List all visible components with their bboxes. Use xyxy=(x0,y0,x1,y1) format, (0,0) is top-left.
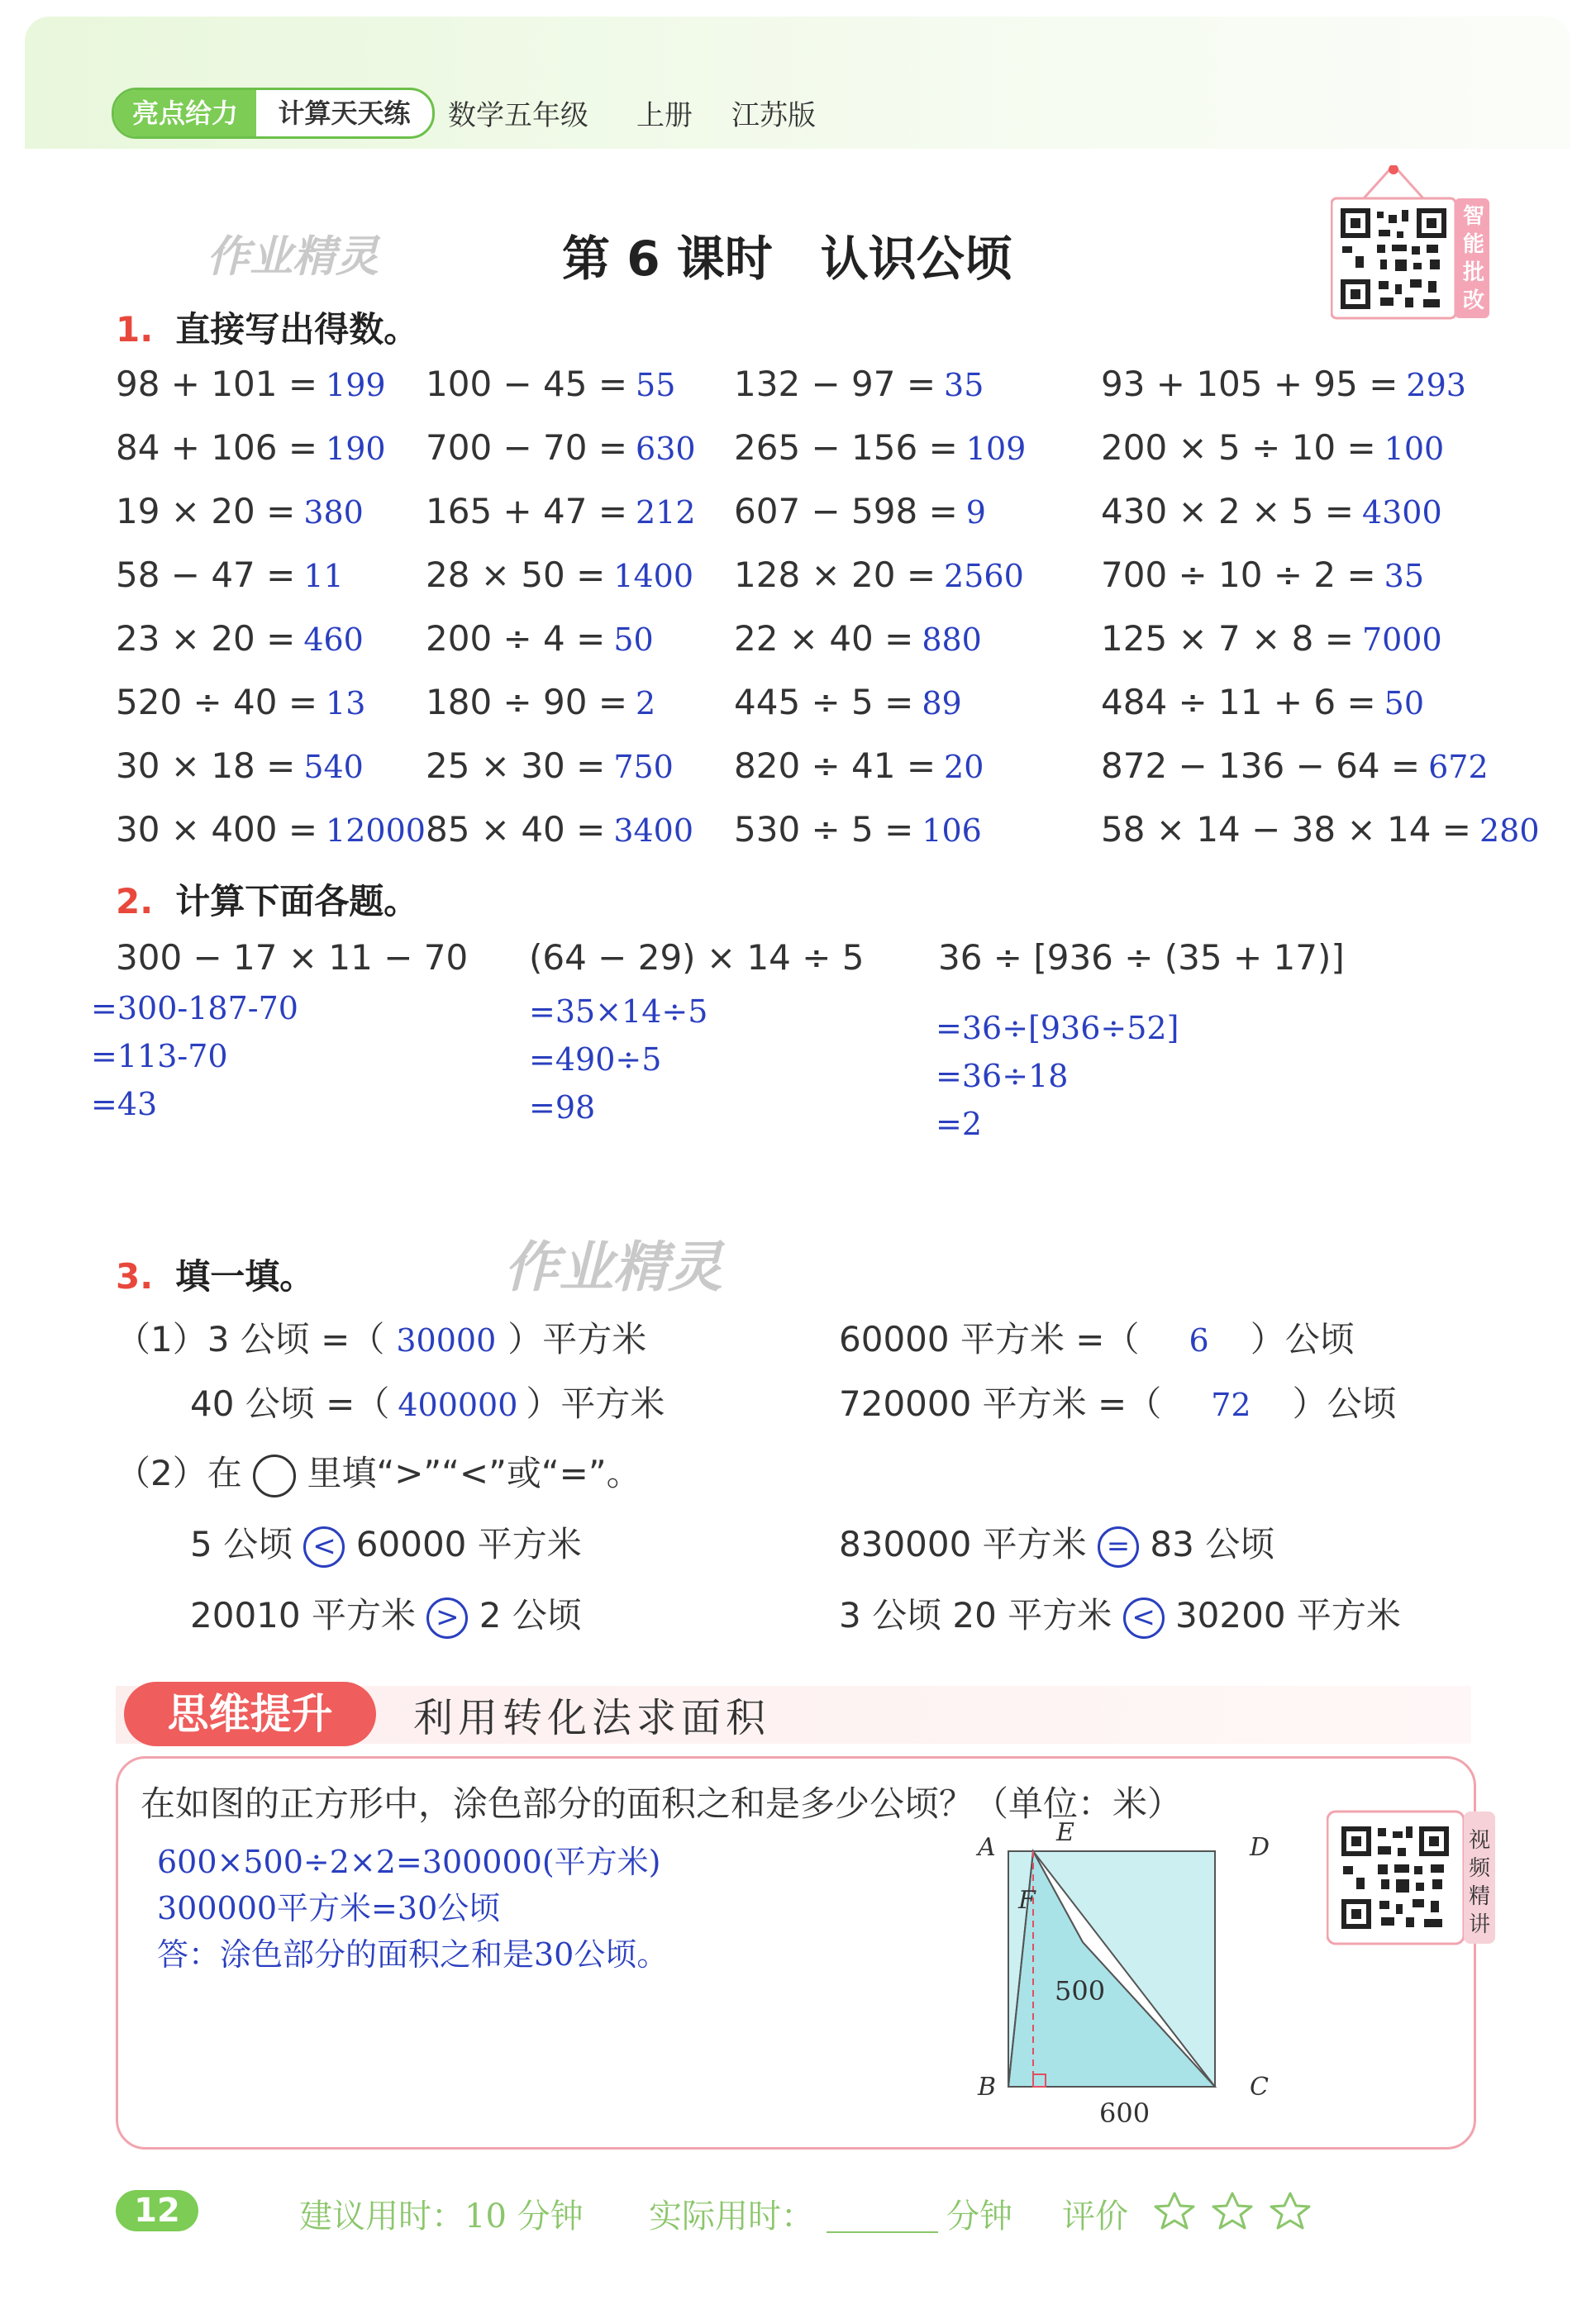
oral-calc-item xyxy=(426,618,654,659)
compare-right: 2 公顷 xyxy=(479,1595,582,1636)
calc-answer: 4300 xyxy=(1361,494,1442,531)
oral-calc-item xyxy=(734,809,982,850)
oral-calc-item xyxy=(116,745,364,786)
oral-calc-item xyxy=(1101,364,1466,404)
calc-expression: 165 + 47 = xyxy=(426,491,628,531)
problem-2-step: =98 xyxy=(529,1089,596,1126)
fill-text: ）平方米 xyxy=(526,1383,665,1424)
header-edition: 江苏版 xyxy=(731,99,816,132)
fill-text: 720000 平方米 =（ xyxy=(839,1383,1162,1424)
compare-left: 20010 平方米 xyxy=(190,1595,416,1636)
page-number: 12 xyxy=(116,2190,198,2231)
calc-answer: 280 xyxy=(1479,812,1540,849)
calc-expression: 30 × 400 = xyxy=(116,809,318,850)
calc-answer: 190 xyxy=(326,431,386,467)
point-label-b: B xyxy=(978,2073,997,2102)
brand-series: 亮点给力 xyxy=(114,90,256,136)
oral-calc-item xyxy=(734,555,1024,595)
calc-answer: 55 xyxy=(636,367,676,403)
oral-calc-item xyxy=(734,427,1026,468)
section2-heading xyxy=(116,874,418,924)
calc-answer: 880 xyxy=(922,621,982,658)
calc-answer: 89 xyxy=(922,685,962,721)
calc-answer: 460 xyxy=(303,621,364,658)
oral-calc-item xyxy=(1101,555,1424,595)
calc-expression: 30 × 18 = xyxy=(116,745,296,786)
think-answer-line: 600×500÷2×2=300000(平方米) xyxy=(157,1844,661,1880)
oral-calc-item xyxy=(426,745,674,786)
problem-2-step: =490÷5 xyxy=(529,1041,662,1078)
compare-left: 830000 平方米 xyxy=(839,1524,1087,1564)
compare-symbol: > xyxy=(426,1597,468,1639)
oral-calc-item xyxy=(426,364,675,404)
oral-calc-item xyxy=(116,364,386,404)
base-label: 600 xyxy=(1099,2097,1151,2129)
calc-expression: 19 × 20 = xyxy=(116,491,296,531)
calc-expression: 607 − 598 = xyxy=(734,491,958,531)
fill-answer: 400000 xyxy=(398,1387,518,1423)
watermark-logo: 作业精灵 xyxy=(504,1236,722,1299)
qr-grading-label: 智能批改 xyxy=(1462,204,1484,313)
rating-label: 评价 xyxy=(1062,2197,1128,2235)
calc-answer: 35 xyxy=(944,367,984,403)
oral-calc-item xyxy=(426,682,655,722)
suggested-time: 建议用时：10 分钟 xyxy=(299,2197,584,2235)
section2-number: 2. xyxy=(116,881,154,921)
calc-expression: 700 ÷ 10 ÷ 2 = xyxy=(1101,555,1376,595)
calc-answer: 11 xyxy=(303,558,344,594)
point-label-d: D xyxy=(1250,1833,1270,1862)
instruction-text: 里填“>”“<”或“=”。 xyxy=(307,1453,641,1493)
height-label: 500 xyxy=(1055,1975,1106,2007)
compare-right: 60000 平方米 xyxy=(355,1524,582,1564)
calc-expression: 100 − 45 = xyxy=(426,364,628,404)
calc-expression: 820 ÷ 41 = xyxy=(734,745,936,786)
section3-title: 填一填。 xyxy=(175,1256,315,1297)
calc-expression: 484 ÷ 11 + 6 = xyxy=(1101,682,1376,722)
oral-calc-item xyxy=(116,555,344,595)
calc-answer: 50 xyxy=(1384,685,1425,721)
calc-answer: 380 xyxy=(303,494,364,531)
calc-expression: 265 − 156 = xyxy=(734,427,958,468)
calc-expression: 430 × 2 × 5 = xyxy=(1101,491,1354,531)
header-subject: 数学五年级 xyxy=(448,99,588,132)
oral-calc-item xyxy=(1101,618,1442,659)
header-volume: 上册 xyxy=(636,99,693,132)
lesson-title: 第 6 课时 认识公顷 xyxy=(562,231,1012,287)
section1-title: 直接写出得数。 xyxy=(175,309,419,350)
calc-expression: 28 × 50 = xyxy=(426,555,606,595)
fill-item-4 xyxy=(839,1377,1397,1426)
compare-item xyxy=(190,1588,582,1639)
calc-expression: 200 ÷ 4 = xyxy=(426,618,606,659)
oral-calc-item xyxy=(426,427,696,468)
actual-time-label: 实际用时： xyxy=(649,2197,814,2235)
compare-item xyxy=(839,1517,1274,1568)
compare-right: 83 公顷 xyxy=(1150,1524,1275,1564)
calc-expression: 180 ÷ 90 = xyxy=(426,682,628,722)
star-icon xyxy=(1271,2193,1309,2228)
calc-expression: 700 − 70 = xyxy=(426,427,628,468)
fill-text: 60000 平方米 =（ xyxy=(839,1319,1140,1359)
section3-number: 3. xyxy=(116,1256,154,1297)
calc-expression: 23 × 20 = xyxy=(116,618,296,659)
problem-3-step: =2 xyxy=(936,1106,983,1142)
point-label-e: E xyxy=(1056,1818,1074,1847)
problem-3-step: =36÷18 xyxy=(936,1058,1069,1094)
think-question: 在如图的正方形中，涂色部分的面积之和是多少公顷？（单位：米） xyxy=(141,1783,1183,1824)
calc-answer: 2560 xyxy=(944,558,1024,594)
oral-calc-item xyxy=(734,745,984,786)
section1-number: 1. xyxy=(116,309,154,350)
rating-stars[interactable] xyxy=(1153,2190,1318,2235)
calc-answer: 20 xyxy=(944,749,984,785)
oral-calc-item xyxy=(116,682,365,722)
calc-expression: 58 × 14 − 38 × 14 = xyxy=(1101,809,1471,850)
fill-item-3 xyxy=(839,1312,1355,1362)
think-answer-line: 答：涂色部分的面积之和是30公顷。 xyxy=(157,1936,669,1973)
calc-answer: 3400 xyxy=(613,812,694,849)
star-icon xyxy=(1155,2193,1193,2228)
oral-calc-item xyxy=(426,809,693,850)
calc-expression: 132 − 97 = xyxy=(734,364,936,404)
calc-answer: 106 xyxy=(922,812,982,849)
calc-expression: 93 + 105 + 95 = xyxy=(1101,364,1398,404)
calc-answer: 100 xyxy=(1384,431,1445,467)
calc-answer: 35 xyxy=(1384,558,1425,594)
oral-calc-item xyxy=(116,491,364,531)
fill-answer: 6 xyxy=(1189,1322,1209,1359)
brand-title: 计算天天练 xyxy=(278,98,411,129)
problem-1-step: =113-70 xyxy=(91,1038,228,1074)
fill-item-2 xyxy=(190,1377,665,1426)
section3-heading xyxy=(116,1250,314,1299)
compare-symbol: < xyxy=(1123,1597,1165,1639)
think-subtitle: 利用转化法求面积 xyxy=(413,1695,771,1741)
think-answer-line: 300000平方米=30公顷 xyxy=(157,1890,501,1926)
oral-calc-item xyxy=(1101,745,1489,786)
oral-calc-item xyxy=(734,618,982,659)
empty-circle-icon xyxy=(253,1455,296,1497)
calc-expression: 22 × 40 = xyxy=(734,618,914,659)
calc-expression: 200 × 5 ÷ 10 = xyxy=(1101,427,1376,468)
calc-answer: 212 xyxy=(636,494,696,531)
oral-calc-item xyxy=(1101,427,1444,468)
part-1-label: （1） xyxy=(116,1319,207,1359)
fill-text: 40 公顷 =（ xyxy=(190,1383,390,1424)
fill-answer: 30000 xyxy=(396,1322,497,1359)
calc-expression: 520 ÷ 40 = xyxy=(116,682,318,722)
instruction-text: （2）在 xyxy=(116,1453,242,1493)
compare-left: 3 公顷 20 平方米 xyxy=(839,1595,1112,1636)
minute-unit: 分钟 xyxy=(946,2197,1012,2235)
calc-answer: 109 xyxy=(965,431,1027,467)
problem-1-step: =300-187-70 xyxy=(91,990,298,1026)
oral-calc-item xyxy=(116,618,364,659)
calc-answer: 672 xyxy=(1428,749,1489,785)
compare-symbol: = xyxy=(1098,1526,1139,1568)
calc-answer: 13 xyxy=(326,685,366,721)
calc-expression: 85 × 40 = xyxy=(426,809,606,850)
oral-calc-item xyxy=(116,427,386,468)
oral-calc-item xyxy=(426,491,696,531)
calc-answer: 750 xyxy=(613,749,674,785)
oral-calc-item xyxy=(116,809,426,850)
calc-answer: 540 xyxy=(303,749,364,785)
brand-pill xyxy=(112,88,435,139)
section1-heading xyxy=(116,302,418,352)
oral-calc-item xyxy=(1101,491,1442,531)
compare-symbol: < xyxy=(303,1526,345,1568)
oral-calc-item xyxy=(734,491,986,531)
calc-answer: 293 xyxy=(1406,367,1466,403)
qr-video-label: 视频精讲 xyxy=(1468,1828,1490,1937)
fill-text: 3 公顷 =（ xyxy=(207,1319,385,1359)
calc-answer: 9 xyxy=(965,494,986,531)
calc-expression: 445 ÷ 5 = xyxy=(734,682,914,722)
fill-text: ）公顷 xyxy=(1250,1319,1355,1359)
section2-title: 计算下面各题。 xyxy=(175,881,419,921)
calc-expression: 84 + 106 = xyxy=(116,427,318,468)
point-label-c: C xyxy=(1250,2073,1269,2102)
calc-answer: 199 xyxy=(326,367,386,403)
problem-2-step: =35×14÷5 xyxy=(529,993,708,1030)
think-badge: 思维提升 xyxy=(124,1682,376,1746)
calc-answer: 2 xyxy=(636,685,656,721)
calc-expression: 98 + 101 = xyxy=(116,364,318,404)
oral-calc-item xyxy=(1101,682,1424,722)
actual-time-blank[interactable] xyxy=(827,2231,938,2233)
fill-item-1 xyxy=(116,1312,646,1362)
fill-answer: 72 xyxy=(1211,1387,1251,1423)
calc-answer: 12000 xyxy=(326,812,426,849)
fill-text: ）公顷 xyxy=(1292,1383,1397,1424)
calc-answer: 1400 xyxy=(613,558,694,594)
compare-right: 30200 平方米 xyxy=(1174,1595,1401,1636)
calc-expression: 872 − 136 − 64 = xyxy=(1101,745,1421,786)
oral-calc-item xyxy=(734,364,984,404)
point-label-f: F xyxy=(1018,1886,1036,1915)
star-icon xyxy=(1213,2193,1251,2228)
calc-expression: 25 × 30 = xyxy=(426,745,606,786)
calc-answer: 630 xyxy=(636,431,696,467)
problem-2-expression: (64 − 29) × 14 ÷ 5 xyxy=(529,937,865,978)
calc-answer: 50 xyxy=(613,621,654,658)
calc-expression: 530 ÷ 5 = xyxy=(734,809,914,850)
part-2-instruction xyxy=(116,1446,641,1497)
problem-1-expression: 300 − 17 × 11 − 70 xyxy=(116,937,469,978)
problem-3-expression: 36 ÷ [936 ÷ (35 + 17)] xyxy=(938,937,1345,978)
compare-item xyxy=(839,1588,1401,1639)
compare-item xyxy=(190,1517,582,1568)
calc-expression: 125 × 7 × 8 = xyxy=(1101,618,1354,659)
oral-calc-item xyxy=(426,555,693,595)
problem-1-step: =43 xyxy=(91,1086,158,1122)
problem-3-step: =36÷[936÷52] xyxy=(936,1010,1179,1046)
watermark-logo: 作业精灵 xyxy=(207,232,379,282)
point-label-a: A xyxy=(978,1833,996,1862)
fill-text: ）平方米 xyxy=(507,1319,647,1359)
calc-expression: 128 × 20 = xyxy=(734,555,936,595)
calc-answer: 7000 xyxy=(1361,621,1442,658)
oral-calc-item xyxy=(734,682,962,722)
compare-left: 5 公顷 xyxy=(190,1524,293,1564)
calc-expression: 58 − 47 = xyxy=(116,555,296,595)
oral-calc-item xyxy=(1101,809,1540,850)
